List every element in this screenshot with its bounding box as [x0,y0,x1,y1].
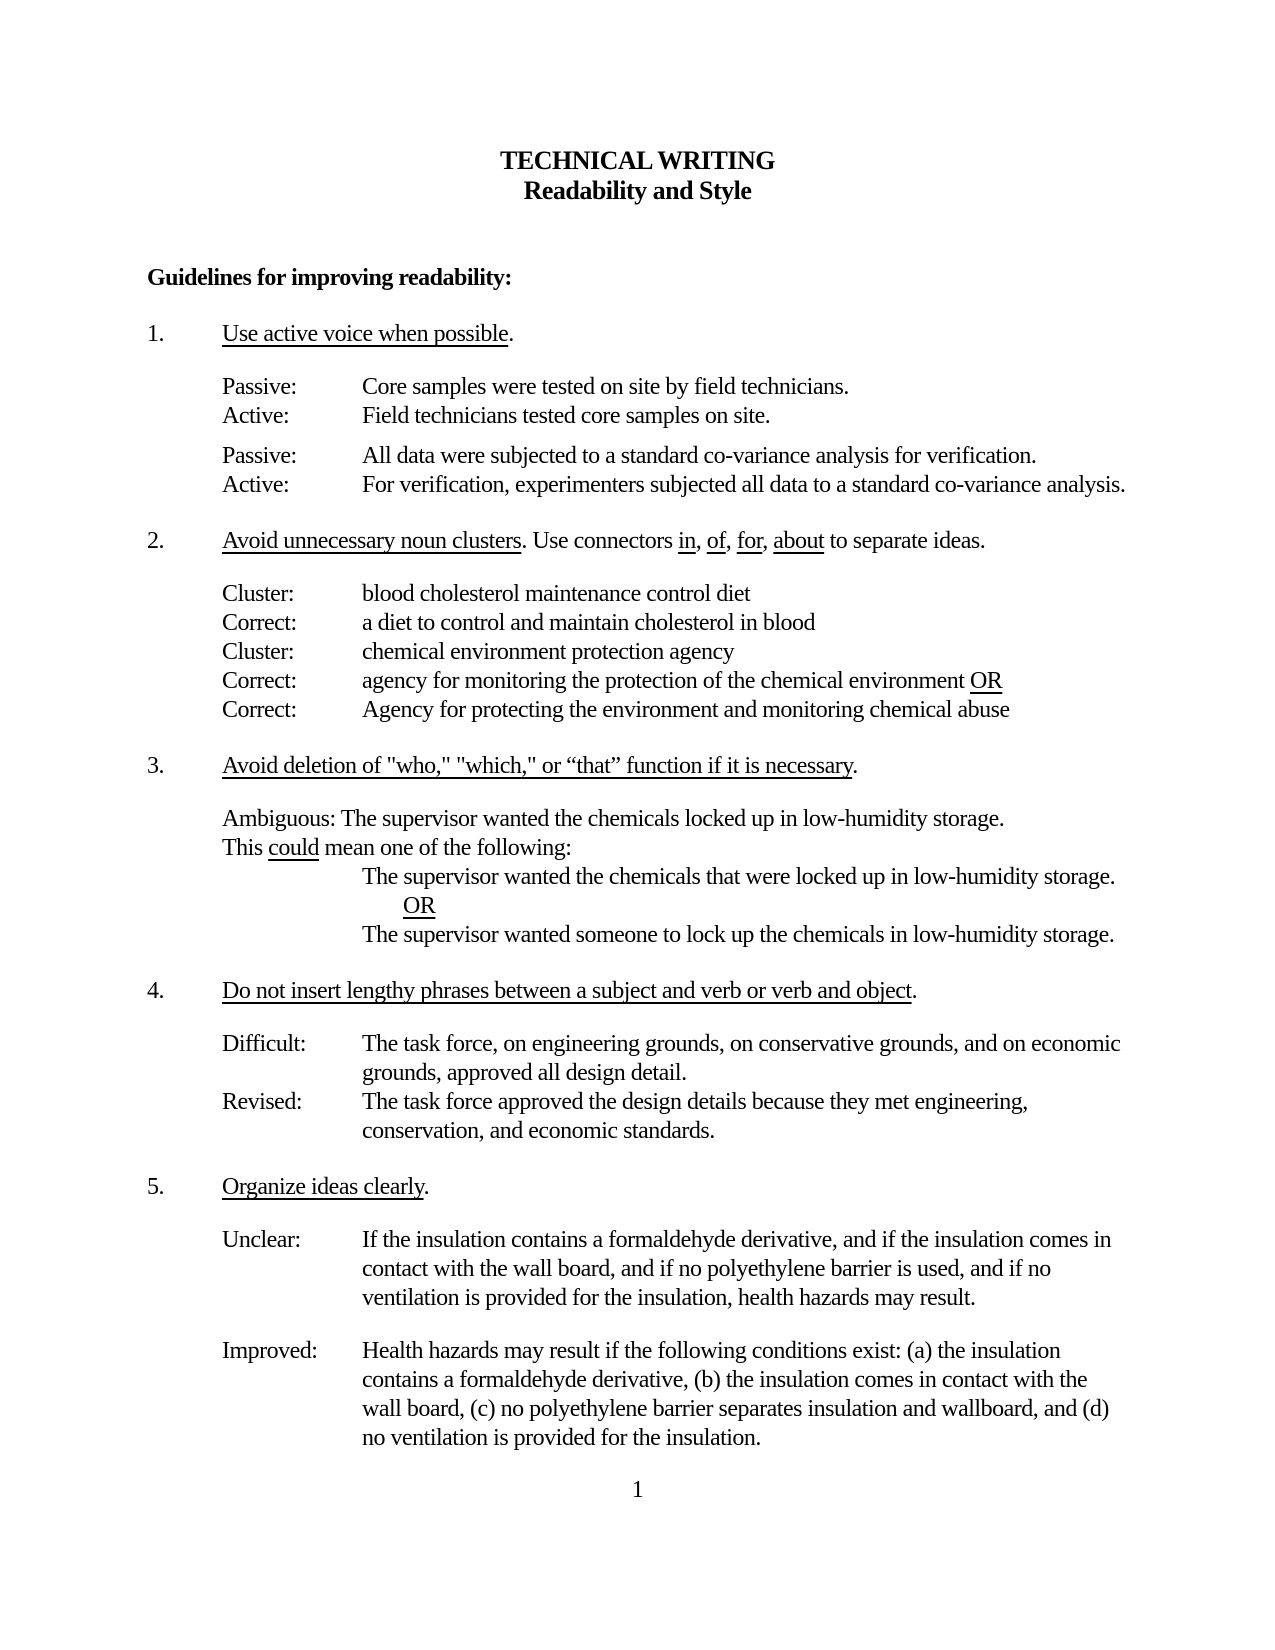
guideline-4 [147,977,1235,1146]
could-before: This [222,835,269,861]
guideline-2-heading-row [147,527,1235,556]
or-line [403,892,1235,921]
interpretation-2: The supervisor wanted someone to lock up the chemicals in low-humidity storage. [362,922,1115,948]
example-row [222,1030,1235,1088]
connector-in: in [678,528,696,554]
example-label: Difficult: [222,1031,306,1057]
guideline-5-heading [222,1173,429,1202]
guideline-3-heading-period: . [852,753,858,779]
example-label: Correct: [222,697,297,723]
example-row [222,609,1235,638]
example-label: Active: [222,472,290,498]
ambiguous-sentence: Ambiguous: The supervisor wanted the chemicals locked up in low-humidity storage. [222,806,1005,832]
example-group [222,373,1235,431]
guideline-2-number: 2. [147,528,164,554]
guideline-2-heading-tail: to separate ideas. [824,528,986,554]
interpretation-1: The supervisor wanted the chemicals that were locked up in low-humidity storage. [362,864,1116,890]
example-text: Field technicians tested core samples on site. [362,403,771,429]
example-row [222,638,1235,667]
could-after: mean one of the following: [319,835,572,861]
could-word: could [268,835,319,861]
document-header [0,146,1275,206]
guideline-5-heading-text: Organize ideas clearly [222,1174,424,1200]
example-label: Passive: [222,374,297,400]
example-text: Health hazards may result if the following conditions exist: (a) the insulation contains a formaldehyde derivative, (b) the insulation comes in contact with the wall board, (c) no polyethylene barrier separates insulation and wallboard, and (d) no ventilation is provided for the insulation. [362,1338,1109,1451]
connector-of: of [706,528,726,554]
connector-for: for [736,528,763,554]
example-text: Core samples were tested on site by field technicians. [362,374,849,400]
document-title: TECHNICAL WRITING [500,146,775,175]
example-row [222,696,1235,725]
example-label: Cluster: [222,581,294,607]
page-footer [0,1476,1275,1505]
or-label: OR [403,893,436,919]
ambiguity-example [222,805,1235,950]
example-label: Correct: [222,610,297,636]
example-text [362,667,1002,696]
guideline-2-heading-text: Avoid unnecessary noun clusters [222,528,522,554]
guideline-5 [147,1173,1235,1453]
guideline-3-heading-text: Avoid deletion of "who," "which," or “that” function if it is necessary [222,753,853,779]
example-row [222,667,1235,696]
example-text: The task force, on engineering grounds, on conservative grounds, and on economic grounds, approved all design detail. [362,1031,1121,1086]
example-group [222,580,1235,725]
example-text-segment: agency for monitoring the protection of the chemical environment [362,668,970,694]
example-label: Correct: [222,668,297,694]
connector-about: about [773,528,825,554]
could-mean-line [222,834,1235,863]
guideline-3-heading-row [147,752,1235,781]
example-row [222,1337,1235,1453]
example-text: For verification, experimenters subjected all data to a standard co-variance analysis. [362,472,1126,498]
guideline-1-heading-row [147,320,1235,349]
guideline-4-heading [222,977,917,1006]
example-text: a diet to control and maintain cholesterol in blood [362,610,816,636]
guideline-1-heading-period: . [508,321,514,347]
example-label: Cluster: [222,639,294,665]
example-row [222,373,1235,402]
example-text: Agency for protecting the environment and monitoring chemical abuse [362,697,1010,723]
separator: , [695,528,707,554]
guideline-4-number: 4. [147,978,164,1004]
example-text: The task force approved the design details because they met engineering, conservation, and economic standards. [362,1089,1028,1144]
example-group [222,1226,1235,1313]
example-text: chemical environment protection agency [362,639,735,665]
guideline-5-heading-row [147,1173,1235,1202]
example-label: Unclear: [222,1227,301,1253]
example-label: Revised: [222,1089,302,1115]
guideline-3-number: 3. [147,753,164,779]
example-row [222,402,1235,431]
document-subtitle: Readability and Style [523,176,752,205]
example-group [222,1337,1235,1453]
page-number: 1 [631,1477,644,1503]
example-row [222,442,1235,471]
example-group [222,1030,1235,1146]
separator: , [762,528,774,554]
guideline-4-heading-text: Do not insert lengthy phrases between a subject and verb or verb and object [222,978,912,1004]
separator: , [725,528,737,554]
example-row [222,471,1235,500]
guideline-1-heading-text: Use active voice when possible [222,321,509,347]
example-group [222,442,1235,500]
guideline-2-heading [222,527,985,556]
example-row [222,580,1235,609]
guideline-5-number: 5. [147,1174,164,1200]
example-label: Improved: [222,1338,318,1364]
guideline-1 [147,320,1235,500]
example-label: Passive: [222,443,297,469]
example-text: If the insulation contains a formaldehyde derivative, and if the insulation comes in contact with the wall board, and if no polyethylene barrier is used, and if no ventilation is provided for the insulation, health hazards may result. [362,1227,1112,1311]
example-text: blood cholesterol maintenance control diet [362,581,751,607]
intro-heading: Guidelines for improving readability: [147,265,512,291]
example-row [222,1226,1235,1313]
guideline-3 [147,752,1235,950]
guideline-3-heading [222,752,858,781]
example-text: All data were subjected to a standard co-variance analysis for verification. [362,443,1037,469]
guideline-2-heading-mid: . Use connectors [521,528,679,554]
guideline-4-heading-row [147,977,1235,1006]
guideline-4-heading-period: . [911,978,918,1004]
guideline-2 [147,527,1235,725]
or-connector: OR [969,668,1003,694]
guideline-1-number: 1. [147,321,164,347]
example-label: Active: [222,403,290,429]
guideline-1-heading [222,320,514,349]
example-row [222,1088,1235,1146]
guideline-5-heading-period: . [423,1174,430,1200]
